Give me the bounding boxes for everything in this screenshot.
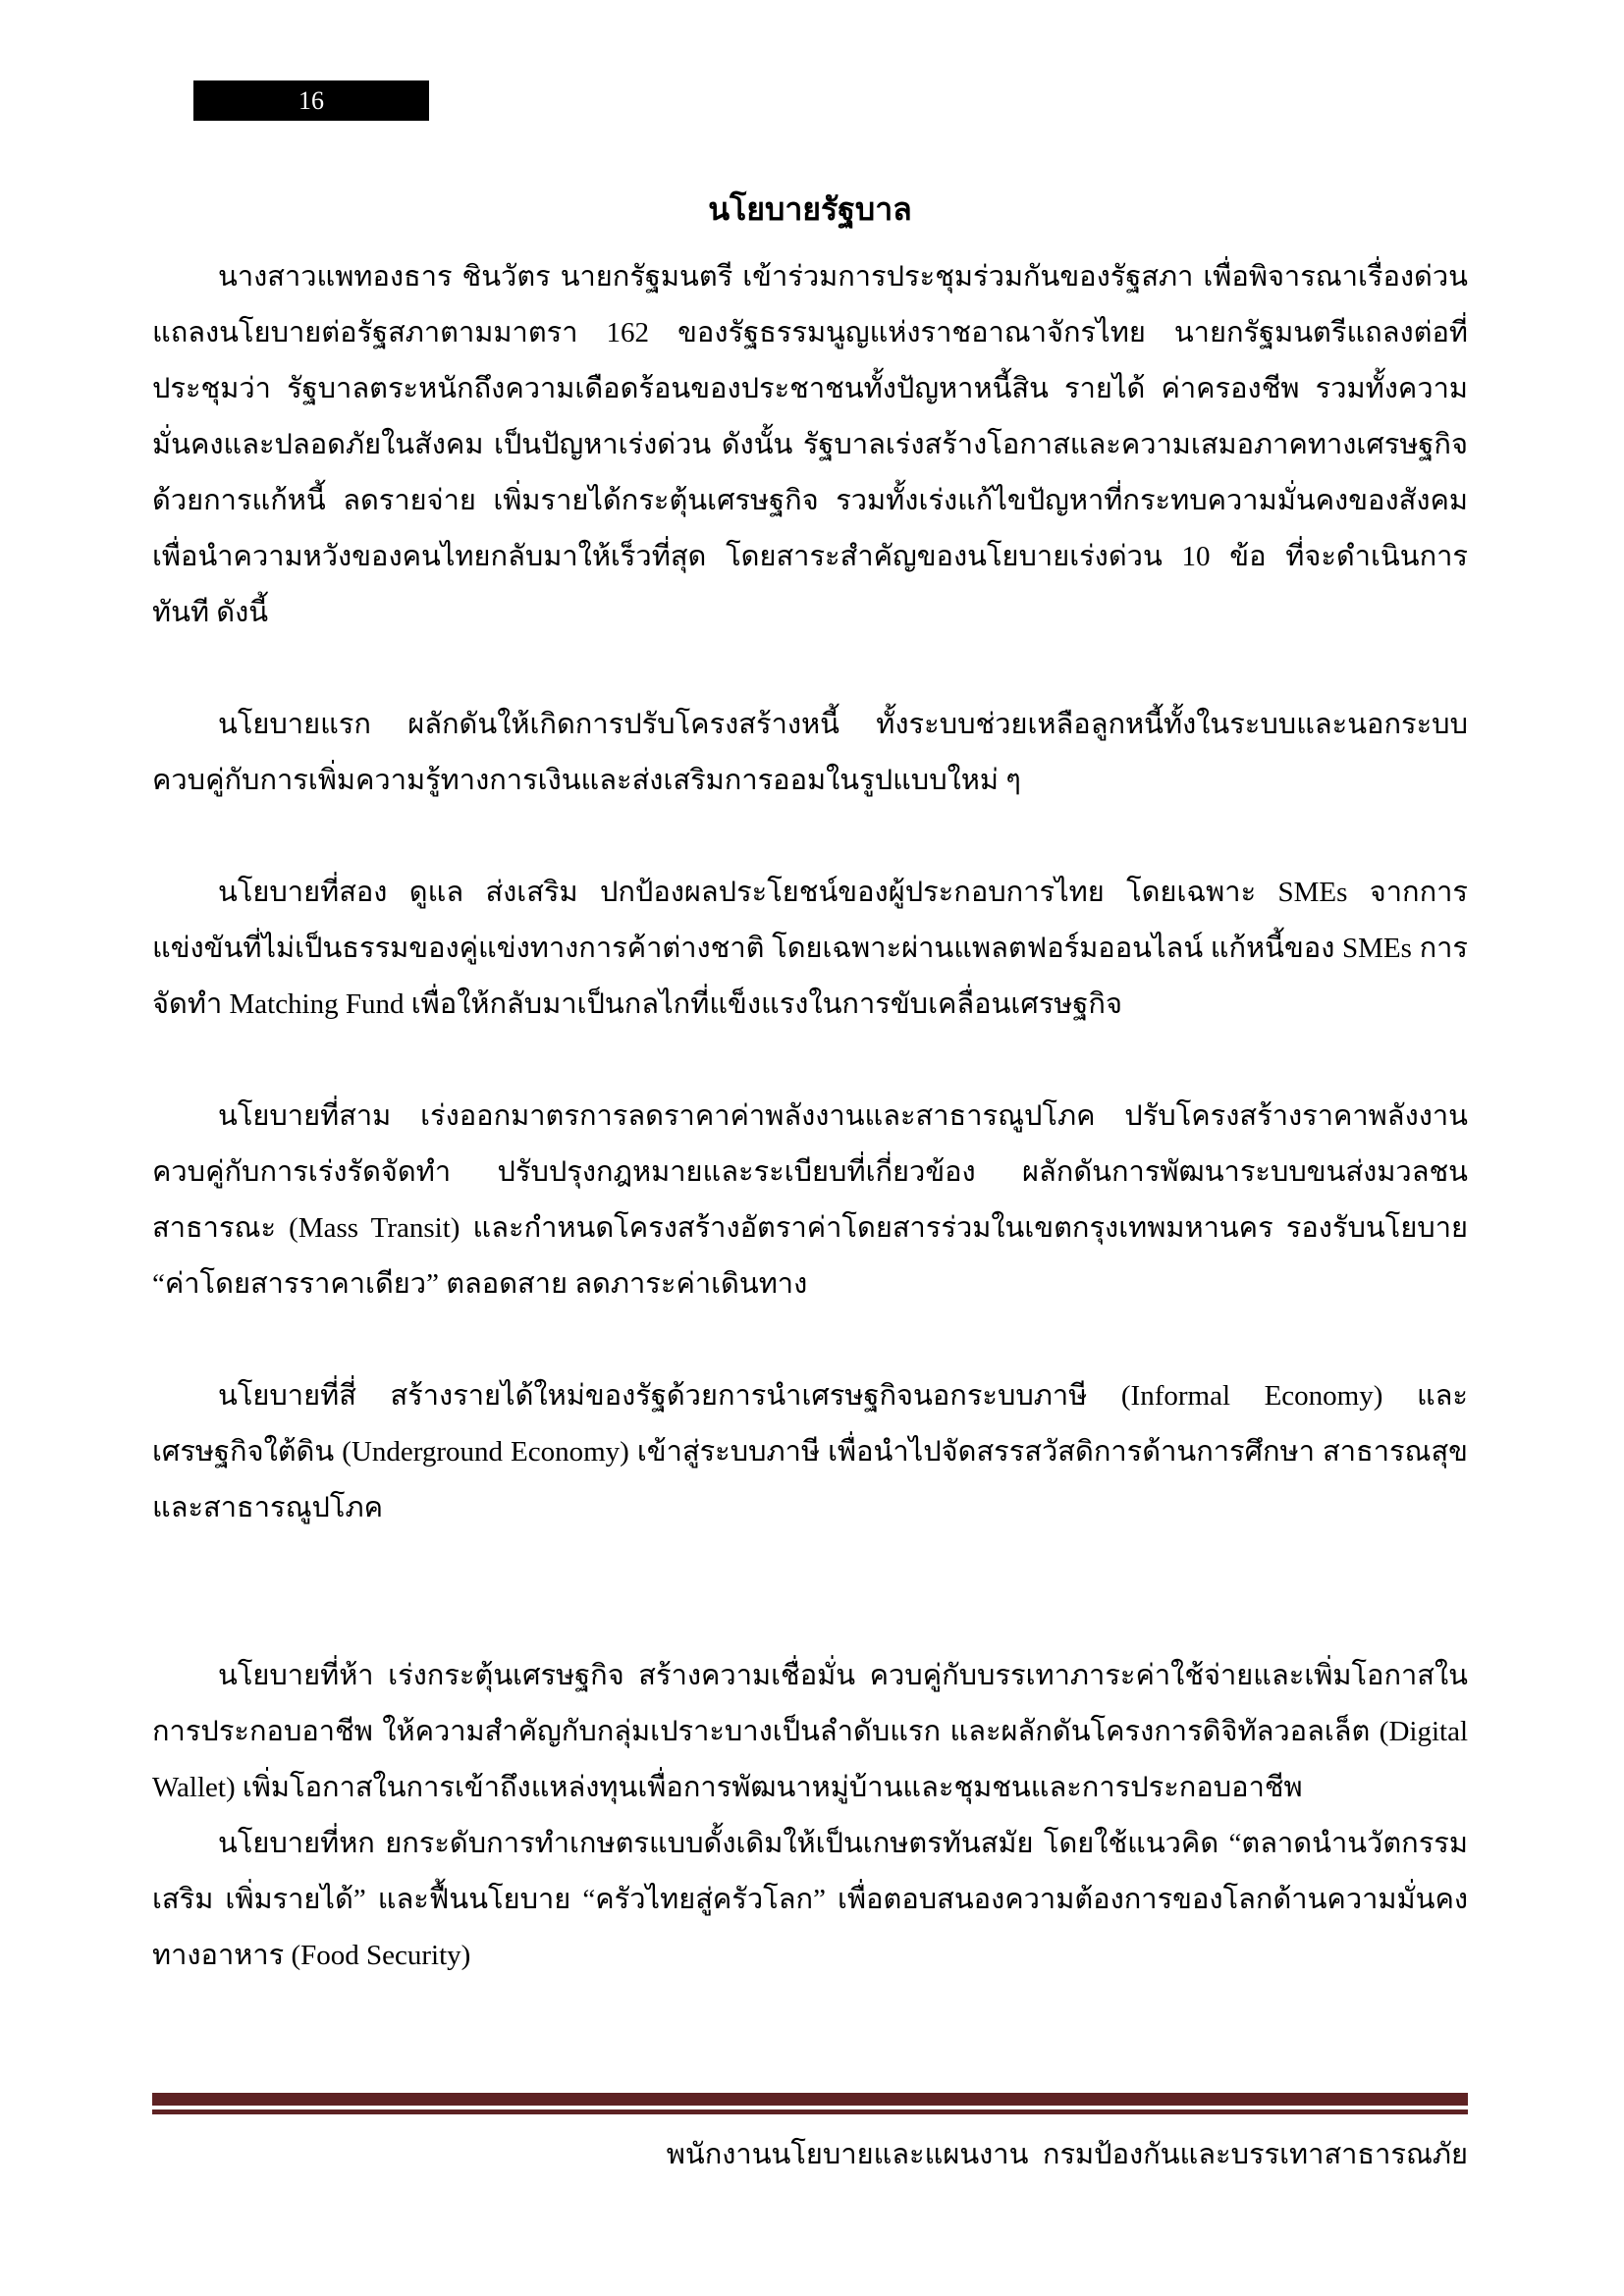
footer-text: พนักงานนโยบายและแผนงาน กรมป้องกันและบรรเทาสาธารณภัย bbox=[666, 2139, 1468, 2170]
page-number: 16 bbox=[298, 85, 324, 115]
policy-2-paragraph: นโยบายที่สอง ดูแล ส่งเสริม ปกป้องผลประโยชน์ของผู้ประกอบการไทย โดยเฉพาะ SMEs จากการแข่งขันที่ไม่เป็นธรรมของคู่แข่งทางการค้าต่างชาติ โดยเฉพาะผ่านแพลตฟอร์มออนไลน์ แก้หนี้ของ SMEs การจัดทำ Matching Fund เพื่อให้กลับมาเป็นกลไกที่แข็งแรงในการขับเคลื่อนเศรษฐกิจ bbox=[152, 877, 1468, 1020]
page-title: นโยบายรัฐบาล bbox=[708, 191, 912, 227]
document-body bbox=[152, 182, 1468, 1984]
intro-paragraph: นางสาวแพทองธาร ชินวัตร นายกรัฐมนตรี เข้าร่วมการประชุมร่วมกันของรัฐสภา เพื่อพิจารณาเรื่องด่วน แถลงนโยบายต่อรัฐสภาตามมาตรา 162 ของรัฐธรรมนูญแห่งราชอาณาจักรไทย นายกรัฐมนตรีแถลงต่อที่ประชุมว่า รัฐบาลตระหนักถึงความเดือดร้อนของประชาชนทั้งปัญหาหนี้สิน รายได้ ค่าครองชีพ รวมทั้งความมั่นคงและปลอดภัยในสังคม เป็นปัญหาเร่งด่วน ดังนั้น รัฐบาลเร่งสร้างโอกาสและความเสมอภาคทางเศรษฐกิจ ด้วยการแก้หนี้ ลดรายจ่าย เพิ่มรายได้กระตุ้นเศรษฐกิจ รวมทั้งเร่งแก้ไขปัญหาที่กระทบความมั่นคงของสังคม เพื่อนำความหวังของคนไทยกลับมาให้เร็วที่สุด โดยสาระสำคัญของนโยบายเร่งด่วน 10 ข้อ ที่จะดำเนินการทันที ดังนี้ bbox=[152, 261, 1468, 628]
page-footer bbox=[152, 2093, 1468, 2179]
footer-rule-thick bbox=[152, 2093, 1468, 2106]
policy-5-paragraph: นโยบายที่ห้า เร่งกระตุ้นเศรษฐกิจ สร้างความเชื่อมั่น ควบคู่กับบรรเทาภาระค่าใช้จ่ายและเพิ่มโอกาสในการประกอบอาชีพ ให้ความสำคัญกับกลุ่มเปราะบางเป็นลำดับแรก และผลักดันโครงการดิจิทัลวอลเล็ต (Digital Wallet) เพิ่มโอกาสในการเข้าถึงแหล่งทุนเพื่อการพัฒนาหมู่บ้านและชุมชนและการประกอบอาชีพ bbox=[152, 1660, 1468, 1803]
policy-4-paragraph: นโยบายที่สี่ สร้างรายได้ใหม่ของรัฐด้วยการนำเศรษฐกิจนอกระบบภาษี (Informal Economy) และเศรษฐกิจใต้ดิน (Underground Economy) เข้าสู่ระบบภาษี เพื่อนำไปจัดสรรสวัสดิการด้านการศึกษา สาธารณสุข และสาธารณูปโภค bbox=[152, 1380, 1468, 1523]
page-number-badge bbox=[193, 80, 429, 121]
policy-1-paragraph: นโยบายแรก ผลักดันให้เกิดการปรับโครงสร้างหนี้ ทั้งระบบช่วยเหลือลูกหนี้ทั้งในระบบและนอกระบบ ควบคู่กับการเพิ่มความรู้ทางการเงินและส่งเสริมการออมในรูปแบบใหม่ ๆ bbox=[152, 709, 1468, 796]
footer-rule-thin bbox=[152, 2109, 1468, 2114]
policy-6-paragraph: นโยบายที่หก ยกระดับการทำเกษตรแบบดั้งเดิมให้เป็นเกษตรทันสมัย โดยใช้แนวคิด “ตลาดนำนวัตกรรมเสริม เพิ่มรายได้” และฟื้นนโยบาย “ครัวไทยสู่ครัวโลก” เพื่อตอบสนองความต้องการของโลกด้านความมั่นคงทางอาหาร (Food Security) bbox=[152, 1828, 1468, 1971]
policy-3-paragraph: นโยบายที่สาม เร่งออกมาตรการลดราคาค่าพลังงานและสาธารณูปโภค ปรับโครงสร้างราคาพลังงานควบคู่กับการเร่งรัดจัดทำ ปรับปรุงกฎหมายและระเบียบที่เกี่ยวข้อง ผลักดันการพัฒนาระบบขนส่งมวลชนสาธารณะ (Mass Transit) และกำหนดโครงสร้างอัตราค่าโดยสารร่วมในเขตกรุงเทพมหานคร รองรับนโยบาย “ค่าโดยสารราคาเดียว” ตลอดสาย ลดภาระค่าเดินทาง bbox=[152, 1100, 1468, 1300]
